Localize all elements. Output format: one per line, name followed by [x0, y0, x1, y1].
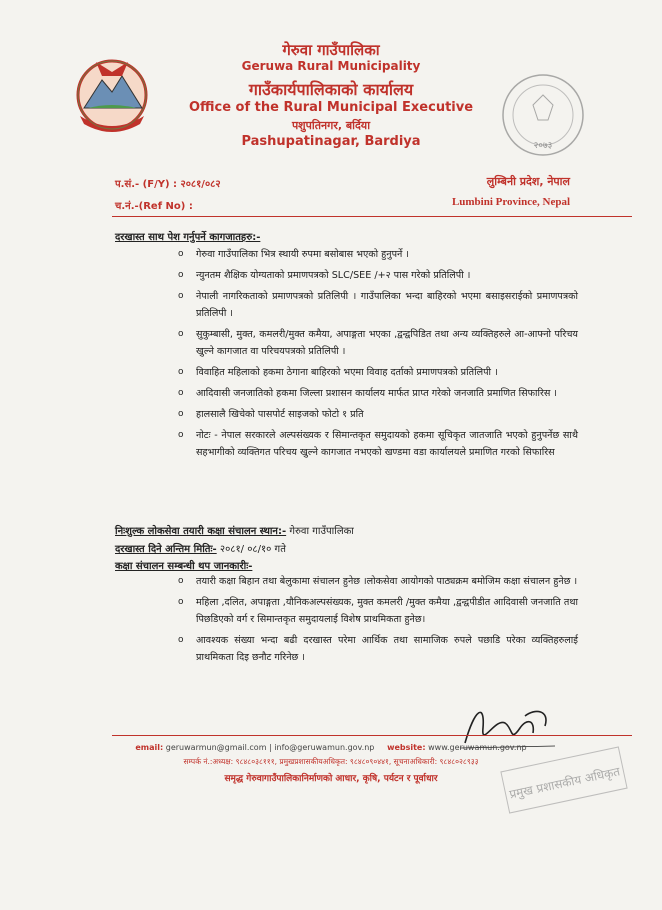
more-info-heading: कक्षा संचालन सम्बन्धी थप जानकारीः- — [115, 561, 253, 572]
list-item: o नोटः - नेपाल सरकारले अल्पसंख्यक र सिमान्तकृत समुदायको हकमा सूचिकृत जातजाति भएको हुनुपर्नेछ साथै सहभागीको व्यक्तिगत परिचय खुल्ने कागजात नभएको खण्डमा वडा कार्यालयले प्रमाणित गरको सिफारिस — [178, 427, 578, 461]
email-value: geruwarmun@gmail.com | info@geruwamun.gov.np — [163, 743, 375, 752]
website-label: website: — [387, 743, 426, 752]
venue-label: निःशुल्क लोकसेवा तयारी कक्षा संचालन स्थान:- — [115, 526, 287, 537]
deadline-value: २०८१/ ०८/१० गते — [216, 544, 286, 555]
footer-slogan: समृद्ध गेरुवागाउँपालिकानिर्माणको आधार, कृषि, पर्यटन र पूर्वाधार — [224, 774, 438, 784]
list-item: o गेरुवा गाउँपालिका भित्र स्थायी रुपमा बसोबास भएको हुनुपर्ने । — [178, 246, 578, 263]
documents-heading: दरखास्त साथ पेश गर्नुपर्ने कागजातहरु:- — [115, 232, 261, 243]
fiscal-year-ref: प.सं.- (F/Y) : २०८१/०८२ — [115, 179, 221, 190]
province-en: Lumbini Province, Nepal — [451, 196, 570, 208]
office-name-en: Office of the Rural Municipal Executive — [188, 100, 474, 115]
website-value: www.geruwamun.gov.np — [425, 743, 527, 752]
venue-line — [115, 523, 354, 537]
list-item: o सुकुम्बासी, मुक्त, कमलरी/मुक्त कमैया, अपाङ्गता भएका ,द्वन्द्वपिडित तथा अन्य व्यक्तिहरुले आ-आफ्नो परिचय खुल्ने कागजात वा परिचयपत्रको प्रतिलिपी । — [178, 326, 578, 360]
list-item: o नेपाली नागरिकताको प्रमाणपत्रको प्रतिलिपी । गाउँपालिका भन्दा बाहिरको भएमा बसाइसराईको प्रमाणपत्रको प्रतिलिपी । — [178, 288, 578, 322]
municipality-name-en: Geruwa Rural Municipality — [241, 59, 421, 73]
office-name-np: गाउँकार्यपालिकाको कार्यालय — [248, 80, 414, 99]
list-item: o विवाहित महिलाको हकमा ठेगाना बाहिरको भएमा विवाह दर्ताको प्रमाणपत्रको प्रतिलिपी । — [178, 364, 578, 381]
svg-text:प्रमुख प्रशासकीय अधिकृत: प्रमुख प्रशासकीय अधिकृत — [508, 764, 622, 802]
list-item: o न्युनतम शैक्षिक योग्यताको प्रमाणपत्रको SLC/SEE /+२ पास गरेको प्रतिलिपी । — [178, 267, 578, 284]
office-stamp-icon — [493, 70, 593, 160]
place-en: Pashupatinagar, Bardiya — [241, 134, 421, 149]
province-np: लुम्बिनी प्रदेश, नेपाल — [486, 175, 570, 188]
deadline-label: दरखास्त दिने अन्तिम मितिः- — [115, 544, 217, 555]
more-info-list — [178, 573, 578, 670]
municipality-name-np: गेरुवा गाउँपालिका — [282, 41, 380, 59]
email-label: email: — [135, 743, 164, 752]
list-item: o तयारी कक्षा बिहान तथा बेलुकामा संचालन हुनेछ ।लोकसेवा आयोगको पाठ्यक्रम बमोजिम कक्षा संचालन हुनेछ । — [178, 573, 578, 590]
list-item: o महिला ,दलित, अपाङ्गता ,यौनिकअल्पसंख्यक, मुक्त कमलरी /मुक्त कमैया ,द्वन्द्वपीडीत आदिवासी जनजाति तथा पिछडिएको वर्ग र सिमान्तकृत समुदायलाई विशेष प्राथमिकता हुनेछ। — [178, 594, 578, 628]
footer-divider — [112, 735, 632, 736]
documents-list — [178, 246, 578, 465]
ref-number: च.नं.-(Ref No) : — [115, 201, 193, 212]
officer-stamp-icon — [500, 745, 630, 815]
deadline-line — [115, 541, 286, 555]
list-item: o आदिवासी जनजातिको हकमा जिल्ला प्रशासन कार्यालय मार्फत प्राप्त गरेको जनजाति प्रमाणित सिफारिस । — [178, 385, 578, 402]
more-info-line — [115, 558, 252, 572]
footer-phone-numbers: सम्पर्क नं.:अध्यक्ष: ९८४८०३८१११, प्रमुखप्रशासकीयअधिकृत: ९८४८०९०४४१, सूचनाअधिकारी: ९८४८०२८९३३ — [183, 757, 479, 766]
list-item: o आवश्यक संख्या भन्दा बढी दरखास्त परेमा आर्थिक तथा सामाजिक रुपले पछाडि परेका व्यक्तिहरुलाई प्राथमिकता दिइ छनौट गरिनेछ । — [178, 632, 578, 666]
list-item: o हालसालै खिचेको पासपोर्ट साइजको फोटो १ प्रति — [178, 406, 578, 423]
header-divider — [112, 216, 632, 217]
place-np: पशुपतिनगर, बर्दिया — [291, 119, 371, 132]
venue-value: गेरुवा गाउँपालिका — [286, 526, 354, 537]
svg-text:२०७३: २०७३ — [533, 141, 553, 151]
